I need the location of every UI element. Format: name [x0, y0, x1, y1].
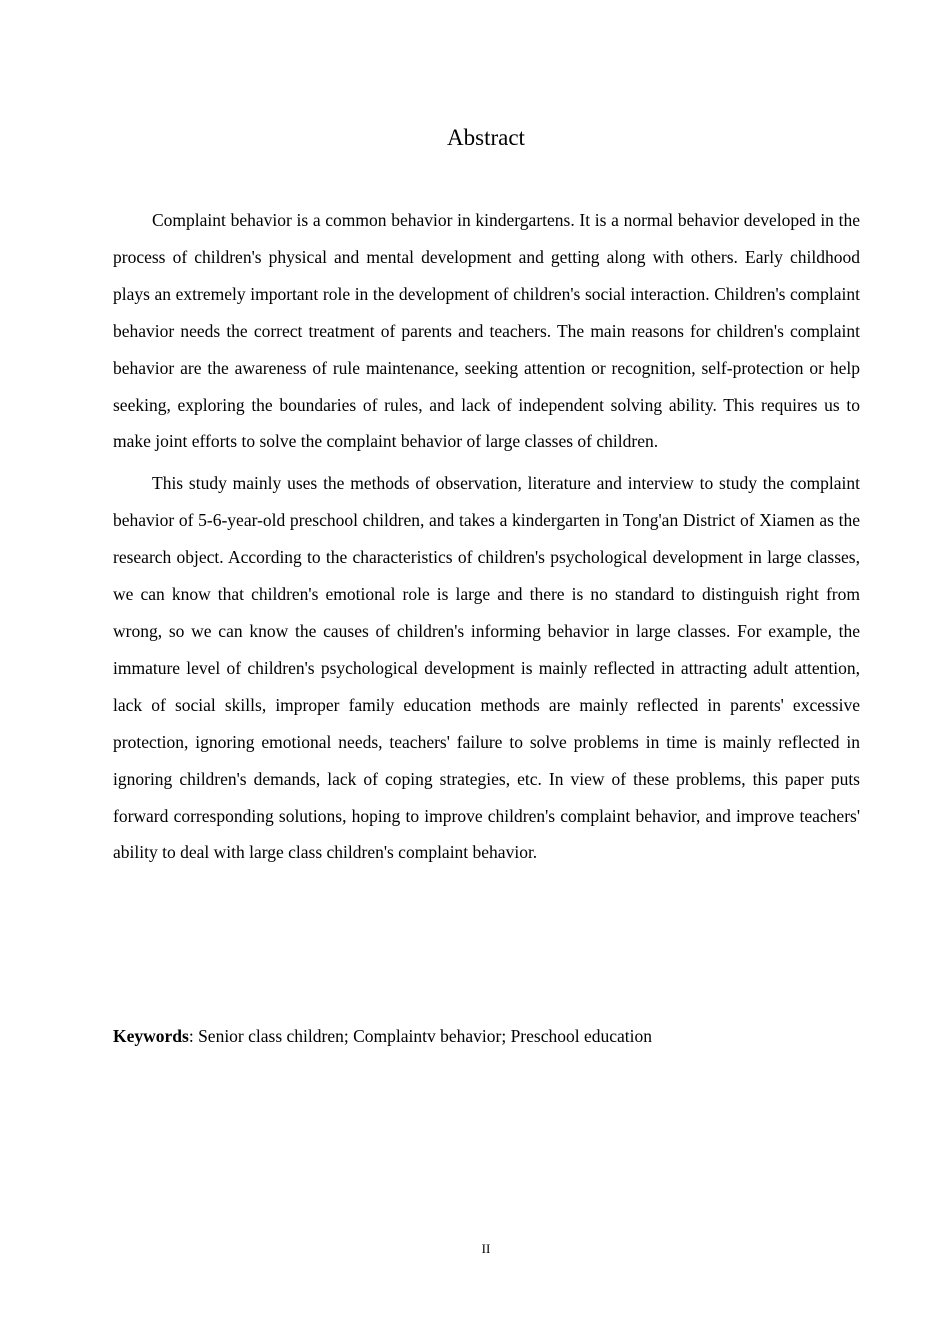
keywords-label: Keywords	[113, 1026, 189, 1046]
abstract-paragraph-1: Complaint behavior is a common behavior in kindergartens. It is a normal behavior developed in the process of children's physical and mental development and getting along with others. Early childhood plays an extremely important role in the development of children's social interaction. Children's complaint behavior needs the correct treatment of parents and teachers. The main reasons for children's complaint behavior are the awareness of rule maintenance, seeking attention or recognition, self-protection or help seeking, exploring the boundaries of rules, and lack of independent solving ability. This requires us to make joint efforts to solve the complaint behavior of large classes of children.	[113, 210, 860, 452]
page-number: II	[481, 1241, 491, 1256]
abstract-title: Abstract	[447, 125, 525, 150]
keywords-text: : Senior class children; Complaintv behavior; Preschool education	[188, 1026, 652, 1046]
abstract-paragraph-2: This study mainly uses the methods of observation, literature and interview to study the complaint behavior of 5-6-year-old preschool children, and takes a kindergarten in Tong'an District of Xiamen as the research object. According to the characteristics of children's psychological development in large classes, we can know that children's emotional role is large and there is no standard to distinguish right from wrong, so we can know the causes of children's informing behavior in large classes. For example, the immature level of children's psychological development is mainly reflected in attracting adult attention, lack of social skills, improper family education methods are mainly reflected in parents' excessive protection, ignoring emotional needs, teachers' failure to solve problems in time is mainly reflected in ignoring children's demands, lack of coping strategies, etc. In view of these problems, this paper puts forward corresponding solutions, hoping to improve children's complaint behavior, and improve teachers' ability to deal with large class children's complaint behavior.	[113, 473, 860, 863]
keywords-line	[113, 1022, 860, 1050]
abstract-body	[113, 202, 860, 876]
